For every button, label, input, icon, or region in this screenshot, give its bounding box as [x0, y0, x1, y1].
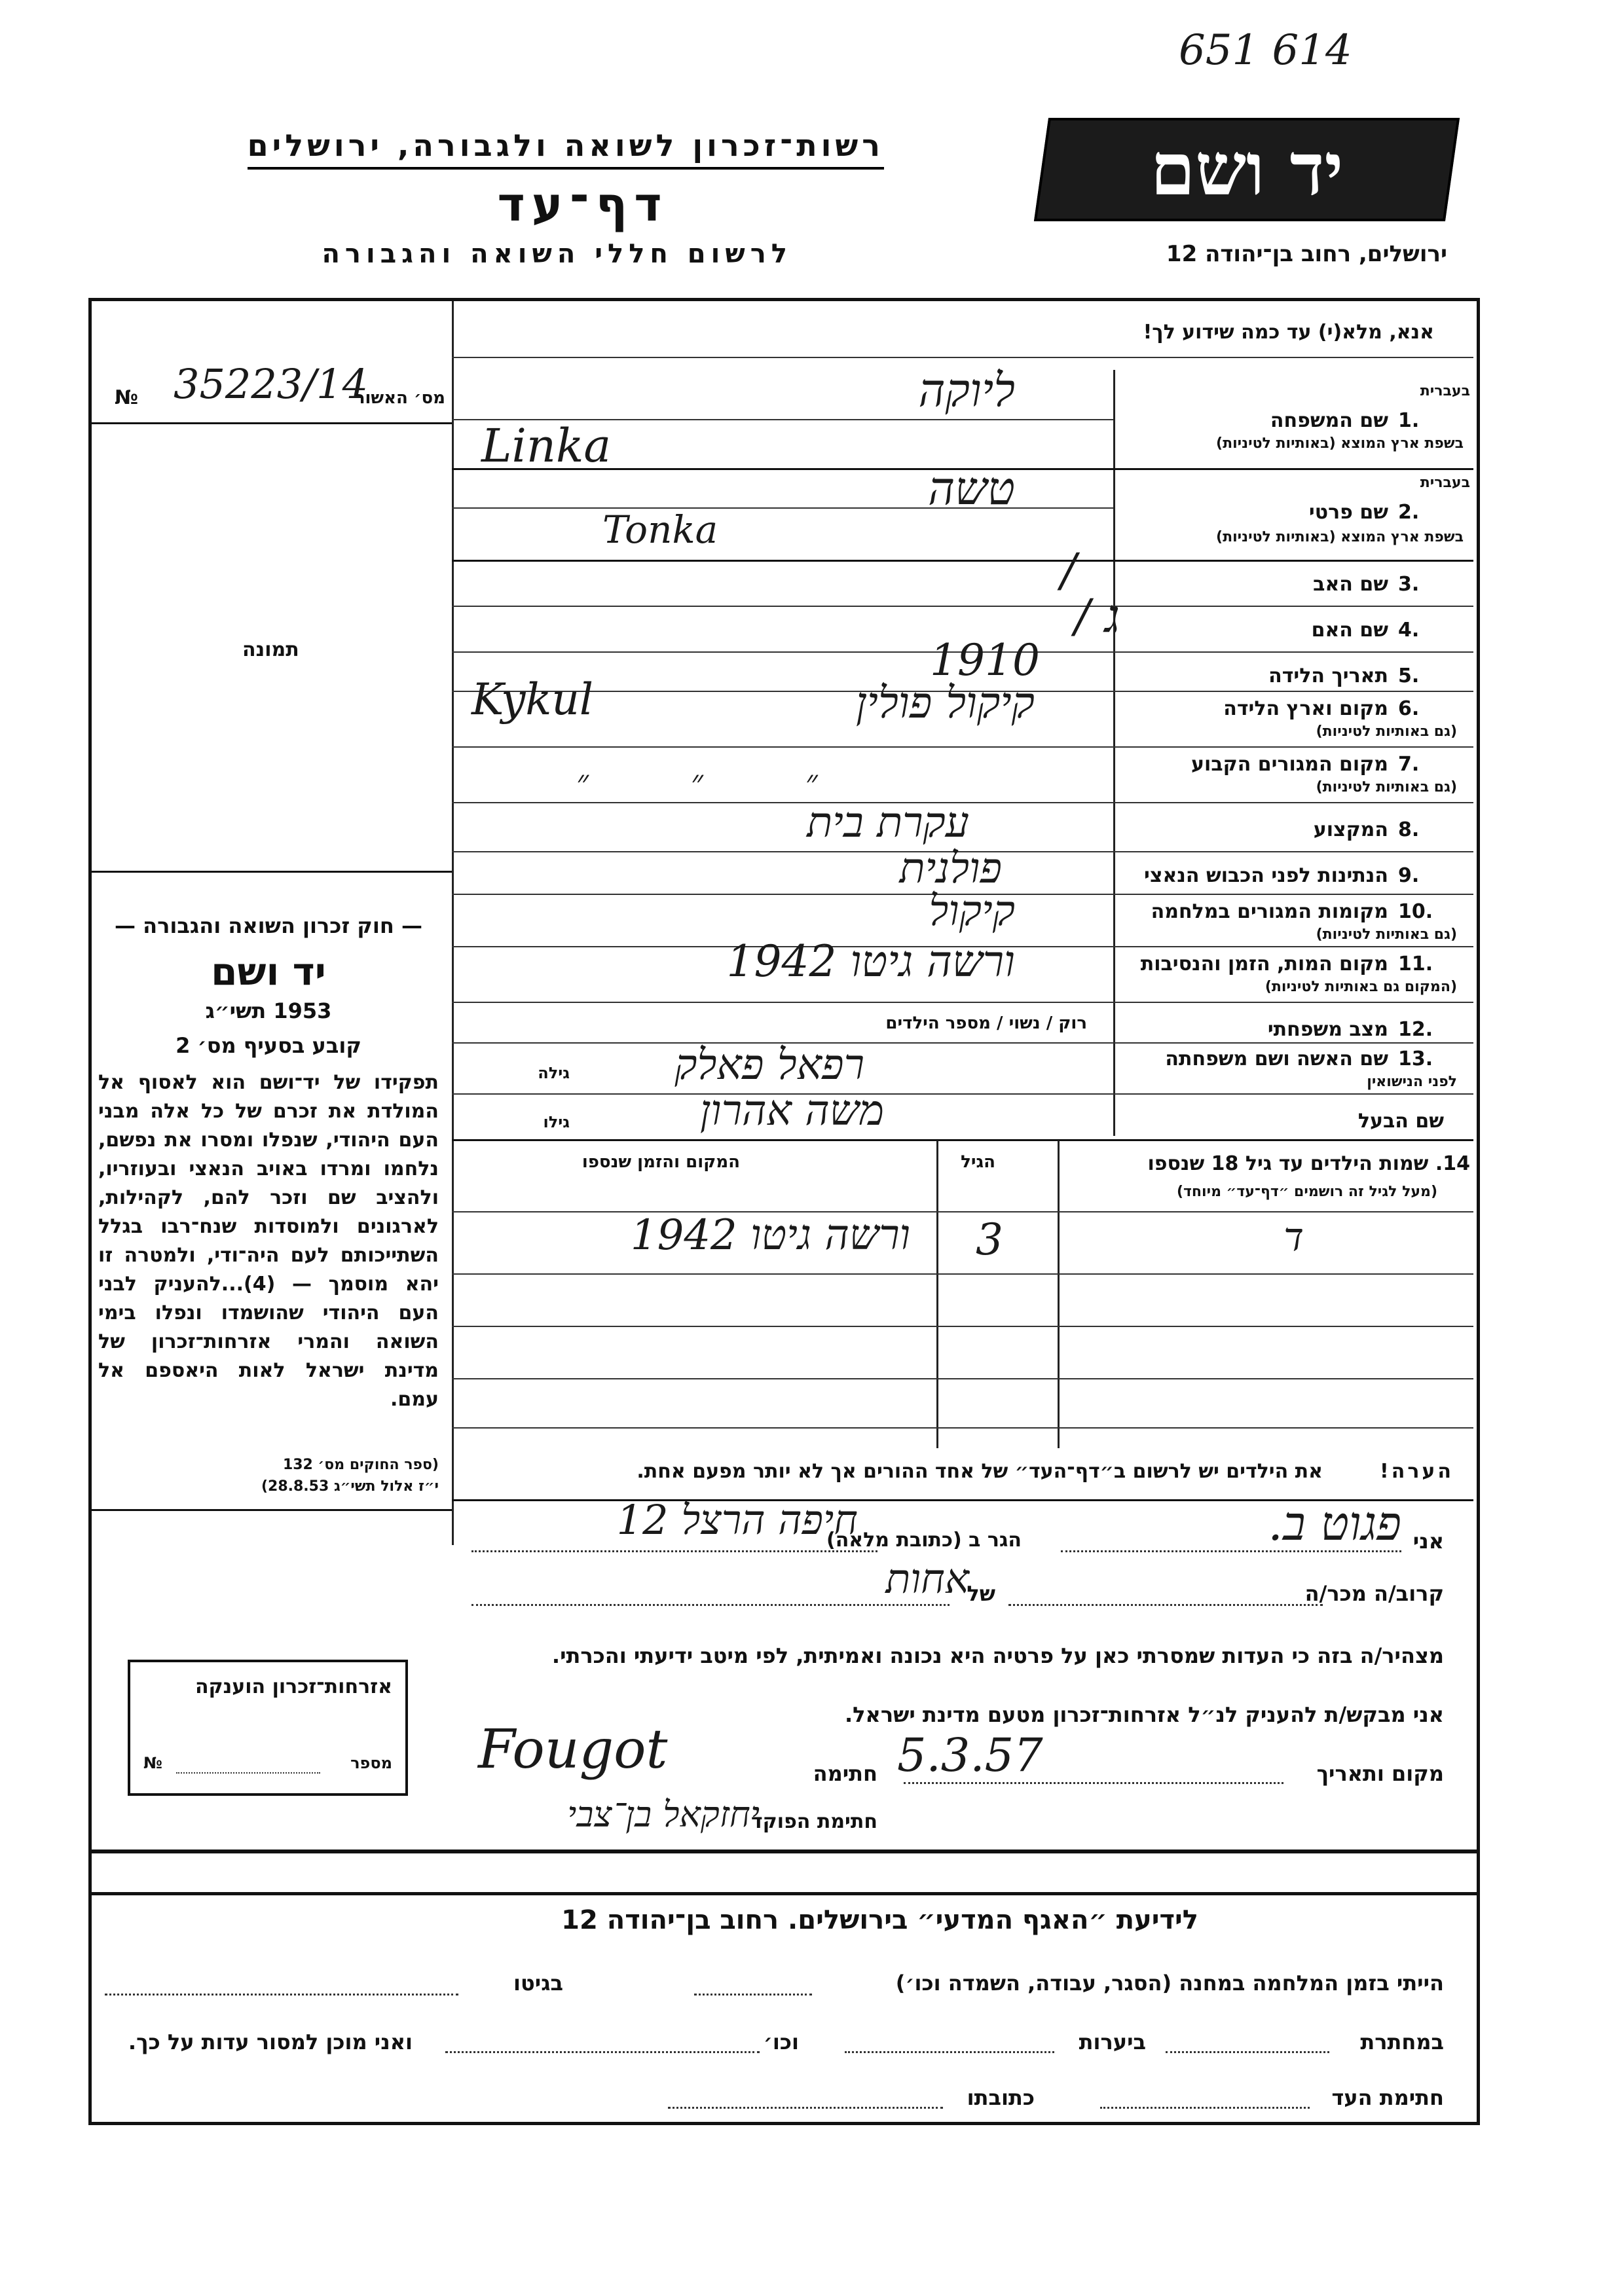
law-name: יד ושם [211, 949, 326, 994]
field-7-hint: (גם באותיות לטיניות) [1316, 779, 1457, 795]
place-date-label: מקום ותאריך [1316, 1761, 1444, 1786]
field-13-num: 13. [1398, 1048, 1433, 1070]
field-11-value: ורשה גיטו 1942 [726, 936, 1015, 987]
field-13-value: רפאל פאלק [674, 1041, 864, 1089]
field-4-value: ג / [1075, 589, 1120, 643]
husband-value: משה אהרון [699, 1087, 884, 1135]
child-1-place: ורשה גיטו 1942 [630, 1211, 910, 1260]
label-column-divider [1113, 370, 1115, 1136]
field-2-hint: בשפת ארץ המוצא (באותיות לטיניות) [1216, 529, 1464, 545]
approval-number: 35223/14 [174, 360, 369, 408]
field-9-value: פולנית [899, 845, 1002, 893]
field-2-value-lat: Tonka [602, 507, 718, 552]
children-hint: (מעל לגיל זה רושמים ״דף־עד״ מיוחד) [1176, 1184, 1437, 1200]
footer-line3-start: חתימת העד [1331, 2085, 1444, 2110]
officer-label: חתימת הפוקד [751, 1810, 877, 1833]
note-text: את הילדים יש לרשום ב״דף־העד״ של אחד ההורים אך לא יותר מפעם אחת. [637, 1460, 1323, 1483]
declaration-i-value: פגוט ב. [1268, 1496, 1401, 1551]
field-1-value-lat: Linka [481, 419, 612, 473]
photo-label: תמונה [242, 638, 299, 661]
child-1-name: ד [1283, 1214, 1304, 1260]
officer-signature: יחזקאל בן־צבי [567, 1794, 760, 1835]
signature-label: חתימה [813, 1761, 877, 1786]
field-5-num: 5. [1398, 665, 1420, 687]
field-3-num: 3. [1398, 573, 1420, 596]
footer-line1: הייתי בזמן המלחמה במחנה (הסגר, עבודה, השמדה וכו׳) [895, 1971, 1444, 1995]
field-13-label: שם האשה ושם משפחתה [1165, 1048, 1388, 1070]
field-10-value: קיקול [929, 887, 1015, 936]
field-11-label: מקום המות, הזמן והנסיבות [1140, 953, 1388, 975]
citizenship-box-number: מספר [350, 1754, 392, 1772]
husband-label: שם הבעל [1357, 1110, 1444, 1133]
field-2-label: שם פרטי [1308, 501, 1388, 524]
field-1-hint-top: בעברית [1420, 383, 1470, 399]
field-7-num: 7. [1398, 753, 1420, 776]
field-2-value-he: טשה [928, 462, 1015, 515]
field-1-hint: בשפת ארץ המוצא (באותיות לטיניות) [1216, 435, 1464, 452]
citizenship-box-prefix: № [143, 1754, 162, 1772]
field-6-num: 6. [1398, 697, 1420, 720]
address: ירושלים, רחוב בן־יהודה 12 [1166, 241, 1447, 267]
citizenship-box [128, 1660, 408, 1796]
field-5-label: תאריך הלידה [1268, 665, 1388, 687]
law-source-date: י״ז אלול תשי״ג 28.8.53) [261, 1478, 439, 1495]
footer-title: לידיעת ״האגף המדעי״ בירושלים. רחוב בן־יהודה 12 [561, 1905, 1198, 1935]
field-11-num: 11. [1398, 953, 1433, 975]
field-7-value: ״ ״ ״ [576, 763, 818, 801]
footer-line1-end: בגיטו [513, 1971, 563, 1995]
relation-label: קרוב/ה מכר/ה [1304, 1581, 1444, 1606]
archive-number: 651 614 [1179, 26, 1352, 75]
form-subtitle: לרשום חללי השואה והגבורה [322, 239, 792, 269]
field-7-label: מקום המגורים הקבוע [1191, 753, 1388, 776]
field-1-num: 1. [1398, 409, 1420, 432]
note-label: הערה! [1380, 1460, 1454, 1483]
footer-line2-mid: ביערות [1079, 2030, 1146, 2054]
yad-vashem-logo [1034, 118, 1460, 221]
field-5-value: 1910 [930, 635, 1040, 685]
field-9-num: 9. [1398, 864, 1420, 887]
law-text: תפקידו של יד־ושם הוא לאסוף אל המולדת את זכרם של כל אלה מבני העם היהודי, שנפלו ומסרו את נפשם, נלחמו ומרדו באויב הנאצי ובעוזריו, ולהציב שם וזכר להם, לקהילות, לארגונים ולמוסדות שנח־רבו בגלל השתייכותם לעם היה־ודי, ולמטרה זו יהא מוסמך — (4)...להעניק לבני העם היהודי שהושמדו ונפלו בימי השואה והמרי אזרחות־זכרון של מדינת ישראל לאות היאספם אל עמם. [98, 1071, 439, 1411]
field-12-options: רוק / נשוי / מספר הילדים [885, 1013, 1087, 1033]
field-2-hint-top: בעברית [1420, 475, 1470, 491]
field-10-label: מקומות המגורים במלחמה [1151, 900, 1388, 923]
citizenship-box-title: אזרחות־זכרון הוענקה [194, 1675, 392, 1698]
field-10-num: 10. [1398, 900, 1433, 923]
signature: Fougot [478, 1719, 668, 1781]
authority-name: רשות־זכרון לשואה ולגבורה, ירושלים [248, 128, 884, 170]
relation-value: אחות [885, 1555, 969, 1603]
field-8-num: 8. [1398, 818, 1420, 841]
law-years: 1953 תשי״ג [205, 998, 332, 1023]
approval-label: מס׳ האשור [354, 388, 445, 408]
field-8-value: עקרת בית [807, 799, 969, 847]
field-6-hint: (גם באותיות לטיניות) [1316, 723, 1457, 740]
husband-age-label: גילו [543, 1113, 570, 1131]
field-13-age-label: גילה [538, 1064, 570, 1082]
field-6-value-he: קיקול פולין [855, 678, 1035, 728]
children-col-place: המקום והזמן שנספו [581, 1152, 740, 1172]
footer-line2-start: במחתרת [1360, 2030, 1444, 2054]
footer-line2-etc: וכו׳ [763, 2030, 799, 2054]
field-12-num: 12. [1398, 1018, 1433, 1041]
field-1-value-he: ליוקה [918, 363, 1015, 417]
field-1-label: שם המשפחה [1270, 409, 1388, 432]
field-3-value: / [1061, 543, 1077, 597]
declaration-i-label: אני [1412, 1529, 1444, 1554]
declaration-address-value: חיפה הרצל 12 [616, 1496, 858, 1544]
declaration-statement: מצהיר/ה בזה כי העדות שמסרתי כאן על פרטיה היא נכונה ואמיתית, לפי מיטב ידיעתי והכרתי. [551, 1643, 1444, 1668]
field-6-value-lat: Kykul [471, 674, 593, 725]
place-date-value: 5.3.57 [897, 1728, 1043, 1782]
children-label: 14. שמות הילדים עד גיל 18 שנספו [1147, 1152, 1470, 1175]
field-4-num: 4. [1398, 619, 1420, 642]
field-11-hint: (המקום גם באותיות לטיניות) [1264, 979, 1457, 995]
relation-of-label: של [967, 1581, 995, 1606]
children-col-age: הגיל [961, 1152, 995, 1172]
field-8-label: המקצוע [1313, 818, 1388, 841]
footer-line3-mid: כתובתו [967, 2085, 1035, 2110]
approval-prefix: № [115, 386, 139, 409]
field-3-label: שם האב [1313, 573, 1388, 596]
form-title: דף־עד [497, 177, 669, 232]
field-4-label: שם האם [1311, 619, 1388, 642]
field-13-hint: לפני הנישואין [1367, 1074, 1457, 1090]
declaration-request: אני מבקש/ת להעניק לנ״ל אזרחות־זכרון מטעם מדינת ישראל. [845, 1702, 1444, 1727]
field-10-hint: (גם באותיות לטיניות) [1316, 926, 1457, 943]
law-clause: קובע בסעיף מס׳ 2 [175, 1033, 361, 1058]
intro-text: אנא, מלא(י) עד כמה שידוע לך! [1143, 321, 1434, 344]
field-9-label: הנתינות לפני הכבוש הנאצי [1144, 864, 1388, 887]
law-source: (ספר החוקים מס׳ 132 [282, 1457, 439, 1473]
field-1 [1420, 383, 1470, 399]
child-1-age: 3 [976, 1214, 1003, 1265]
declaration-address-label: הגר ב (כתובת מלאה) [826, 1529, 1022, 1552]
left-column-divider [452, 301, 454, 1545]
field-2-num: 2. [1398, 501, 1420, 524]
footer-line2-end: ואני מוכן למסור עדות על כך. [128, 2030, 413, 2054]
logo-text: יד ושם [1150, 127, 1344, 211]
law-title: — חוק זכרון השואה והגבורה — [115, 913, 422, 938]
field-12-label: מצב משפחתי [1267, 1018, 1388, 1041]
field-6-label: מקום וארץ הלידה [1223, 697, 1388, 720]
